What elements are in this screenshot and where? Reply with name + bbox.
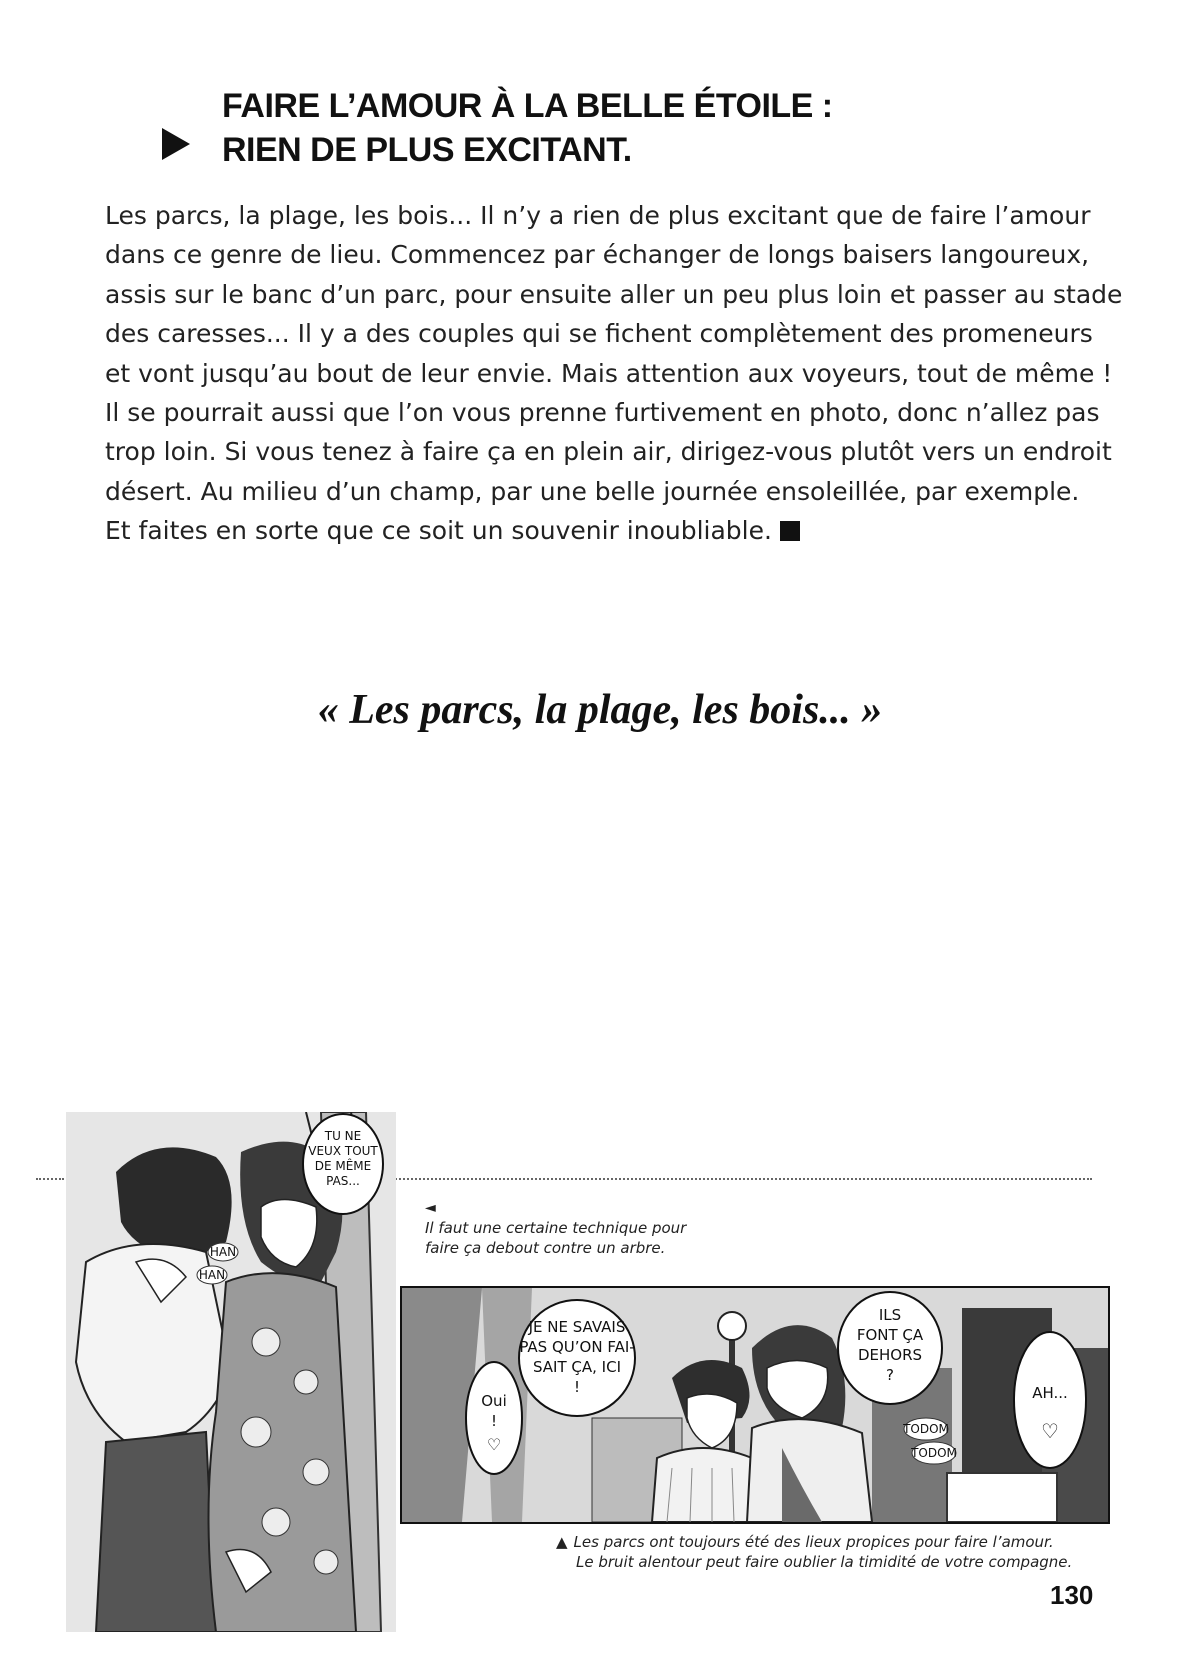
sfx-text: HAN (198, 1268, 226, 1282)
bubble-line: ! (573, 1378, 581, 1396)
caption-marker: ▲ (556, 1533, 568, 1551)
bubble-line: ? (886, 1366, 894, 1384)
bubble-line: VEUX TOUT (308, 1144, 378, 1158)
dotted-divider-left (36, 1178, 64, 1180)
sfx-text: HAN (209, 1245, 237, 1259)
sfx-text: TODOM (903, 1422, 949, 1436)
page-number: 130 (1050, 1580, 1094, 1610)
end-mark-icon (780, 521, 800, 541)
caption-line-with-marker (556, 1532, 1096, 1552)
bubble-line: ILS (878, 1306, 902, 1324)
manga-illustration-left (66, 1112, 396, 1632)
bubble-line: FONT ÇA (856, 1326, 924, 1344)
caption-line: Il faut une certaine technique pour (425, 1219, 687, 1237)
dotted-divider-right (392, 1178, 1092, 1180)
heart-icon: ♡ (1041, 1421, 1059, 1443)
bubble-line: SAIT ÇA, ICI (532, 1358, 622, 1376)
body-line: Il se pourrait aussi que l’on vous prenne furtivement en photo, donc n’allez pas (105, 398, 1100, 428)
bubble-line: JE NE SAVAIS (528, 1318, 626, 1336)
caption-line: faire ça debout contre un arbre. (425, 1239, 666, 1257)
body-line: et vont jusqu’au bout de leur envie. Mais attention aux voyeurs, tout de même ! (105, 358, 1113, 388)
body-line: Et faites en sorte que ce soit un souvenir inoubliable. (105, 516, 772, 546)
body-line: Les parcs, la plage, les bois... Il n’y a rien de plus excitant que de faire l’amour (105, 201, 1091, 230)
bubble-line: TU NE (324, 1129, 362, 1143)
caption-tree (425, 1198, 845, 1258)
section-heading (160, 84, 920, 172)
body-line: assis sur le banc d’un parc, pour ensuite aller un peu plus loin et passer au stade (105, 279, 1123, 309)
body-line: dans ce genre de lieu. Commencez par échanger de longs baisers langoureux, (105, 240, 1090, 270)
manga-illustration-right (402, 1288, 1108, 1522)
manga-panel-right (400, 1286, 1110, 1524)
caption-marker: ◄ (425, 1200, 436, 1216)
manga-panel-left (66, 1112, 396, 1632)
sfx-text: TODOM (911, 1446, 957, 1460)
caption-parks (556, 1532, 1096, 1572)
bubble-line: DEHORS (857, 1346, 923, 1364)
bubble-line: PAS QU’ON FAI- (519, 1338, 635, 1356)
bubble-line: AH... (1032, 1384, 1068, 1402)
pull-quote: « Les parcs, la plage, les bois... » (317, 687, 883, 733)
bubble-line: PAS... (326, 1174, 360, 1188)
caption-line: Les parcs ont toujours été des lieux propices pour faire l’amour. (573, 1533, 1054, 1551)
body-line-last (105, 511, 1095, 550)
body-line: trop loin. Si vous tenez à faire ça en plein air, dirigez-vous plutôt vers un endroit (105, 437, 1112, 467)
body-line: désert. Au milieu d’un champ, par une belle journée ensoleillée, par exemple. (105, 476, 1080, 506)
bubble-line: DE MÊME (314, 1159, 372, 1173)
bubble-line: ! (490, 1412, 498, 1430)
caption-line: Le bruit alentour peut faire oublier la timidité de votre compagne. (576, 1553, 1073, 1571)
bubble-line: Oui (481, 1392, 507, 1410)
heart-icon: ♡ (486, 1437, 502, 1454)
heading-line-1: FAIRE L’AMOUR À LA BELLE ÉTOILE : (222, 87, 833, 125)
body-paragraph (105, 196, 1123, 551)
play-arrow-icon (162, 128, 190, 160)
body-line: des caresses... Il y a des couples qui se fichent complètement des promeneurs (105, 319, 1093, 349)
heading-line-2: RIEN DE PLUS EXCITANT. (222, 131, 632, 169)
